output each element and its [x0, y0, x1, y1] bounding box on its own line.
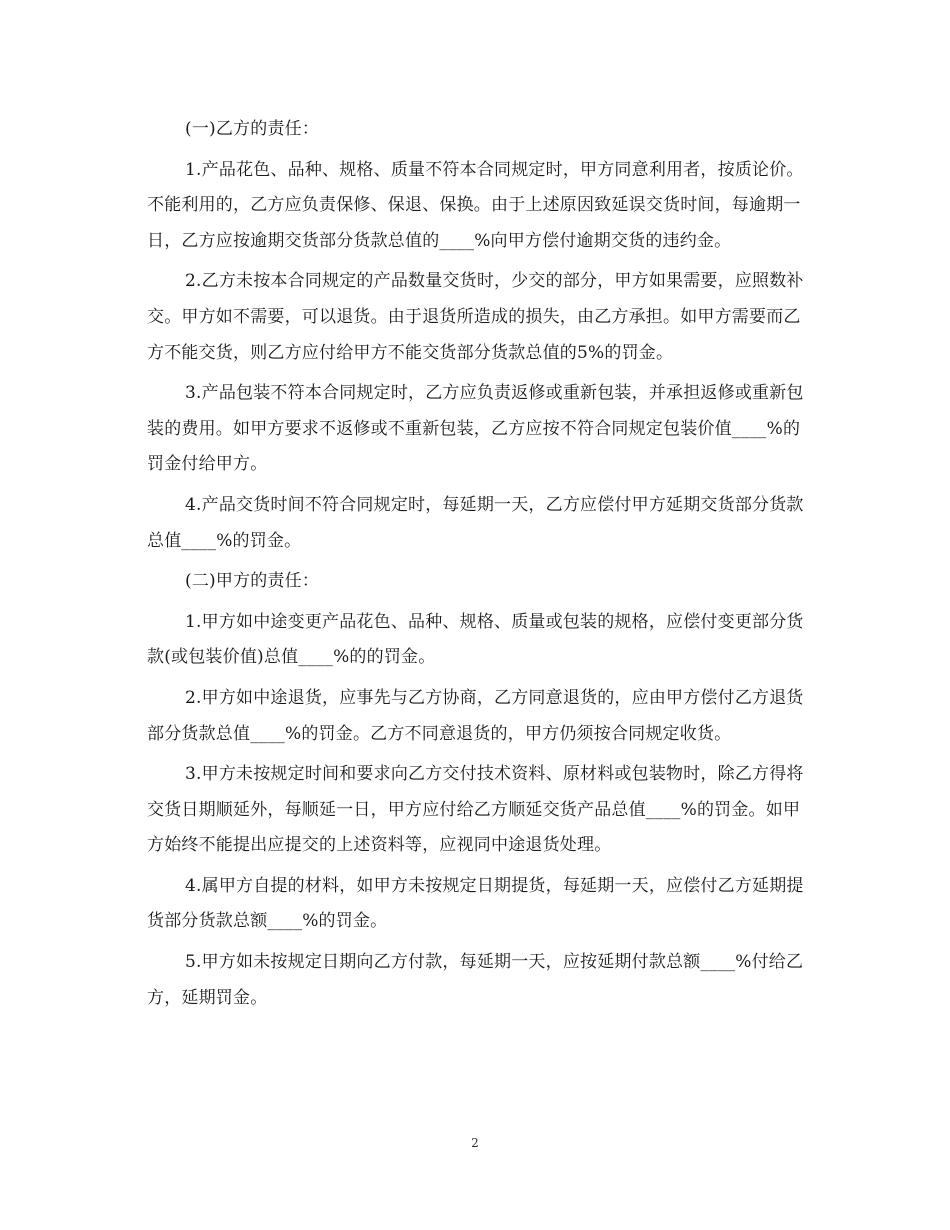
- section-heading-party-a: (二)甲方的责任：: [185, 571, 320, 592]
- clause-b-3: 3.产品包装不符本合同规定时，乙方应负责返修或重新包装，并承担返修或重新包装的费用。如甲方要求不返修或不重新包装，乙方应按不符合同规定包装价值____%的罚金付给甲方。: [147, 383, 804, 475]
- clause-a-3: 3.甲方未按规定时间和要求向乙方交付技术资料、原材料或包装物时，除乙方得将交货日期顺延外，每顺延一日，甲方应付给乙方顺延交货产品总值____%的罚金。如甲方始终不能提出应提交的上述资料等，应视同中途退货处理。: [147, 764, 804, 856]
- page-number: 2: [471, 1136, 479, 1150]
- clause-b-4: 4.产品交货时间不符合同规定时，每延期一天，乙方应偿付甲方延期交货部分货款总值____%的罚金。: [147, 494, 804, 551]
- clause-b-1: 1.产品花色、品种、规格、质量不符本合同规定时，甲方同意利用者，按质论价。不能利用的，乙方应负责保修、保退、保换。由于上述原因致延误交货时间，每逾期一日，乙方应按逾期交货部分货款总值的____%向甲方偿付逾期交货的违约金。: [147, 159, 804, 251]
- clause-a-4: 4.属甲方自提的材料，如甲方未按规定日期提货，每延期一天，应偿付乙方延期提货部分货款总额____%的罚金。: [147, 875, 804, 932]
- clause-a-1: 1.甲方如中途变更产品花色、品种、规格、质量或包装的规格，应偿付变更部分货款(或包装价值)总值____%的的罚金。: [147, 611, 804, 668]
- document-body: [147, 112, 807, 1021]
- section-heading-party-b: (一)乙方的责任：: [185, 119, 320, 139]
- clause-a-2: 2.甲方如中途退货，应事先与乙方协商，乙方同意退货的，应由甲方偿付乙方退货部分货款总值____%的罚金。乙方不同意退货的，甲方仍须按合同规定收货。: [147, 687, 804, 744]
- clause-b-2: 2.乙方未按本合同规定的产品数量交货时，少交的部分，甲方如果需要，应照数补交。甲方如不需要，可以退货。由于退货所造成的损失，由乙方承担。如甲方需要而乙方不能交货，则乙方应付给甲方不能交货部分货款总值的5%的罚金。: [147, 271, 804, 363]
- clause-a-5: 5.甲方如未按规定日期向乙方付款，每延期一天，应按延期付款总额____%付给乙方，延期罚金。: [147, 952, 804, 1008]
